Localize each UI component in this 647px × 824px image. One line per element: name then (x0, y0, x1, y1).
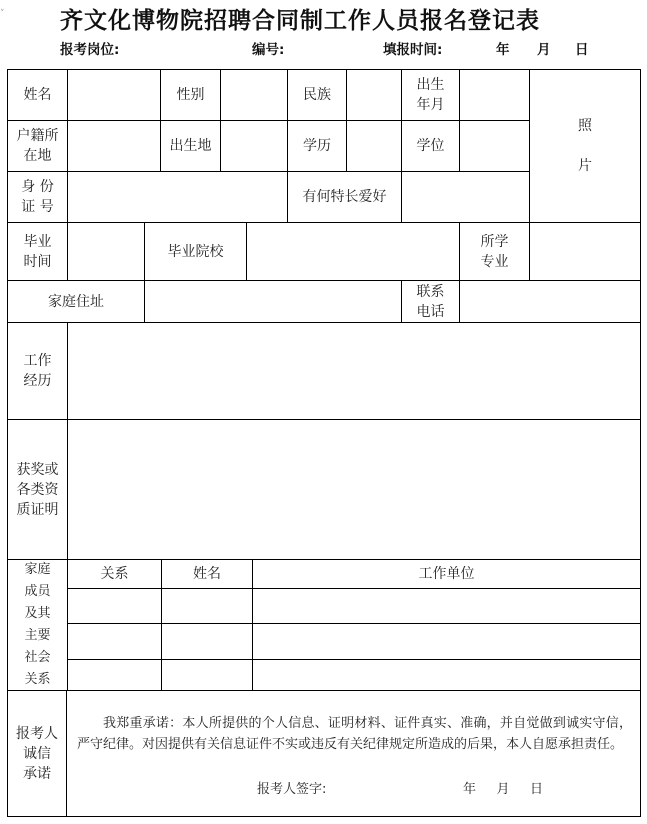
ethnicity-field[interactable] (346, 69, 402, 121)
family-relation-cell[interactable] (67, 623, 162, 660)
home-address-label: 家庭住址 (7, 280, 145, 323)
corner-mark: ˅ (0, 9, 5, 19)
birthplace-field[interactable] (220, 120, 288, 172)
family-workplace-cell[interactable] (252, 588, 641, 624)
position-label: 报考岗位: (60, 42, 120, 58)
graduation-time-label: 毕业 时间 (7, 222, 68, 281)
phone-label: 联系 电话 (401, 280, 460, 323)
hukou-field[interactable] (67, 120, 161, 172)
pledge-box (66, 690, 641, 817)
signature-date: 年 月 日 (463, 782, 544, 797)
family-name-cell[interactable] (161, 623, 253, 660)
fill-day-label: 日 (575, 42, 589, 58)
name-field[interactable] (67, 69, 161, 121)
family-col-name: 姓名 (161, 559, 253, 589)
work-history-field[interactable] (67, 322, 641, 420)
family-relation-cell[interactable] (67, 588, 162, 624)
home-address-field[interactable] (144, 280, 402, 323)
family-workplace-cell[interactable] (252, 659, 641, 691)
fill-month-label: 月 (537, 42, 551, 58)
pledge-text: 我郑重承诺：本人所提供的个人信息、证明材料、证件真实、准确，并自觉做到诚实守信，严守纪律。对因提供有关信息证件不实或违反有关纪律规定所造成的后果，本人自愿承担责任。 (77, 716, 632, 752)
birth-date-label: 出生 年月 (401, 69, 460, 121)
major-field[interactable] (529, 222, 641, 281)
family-workplace-cell[interactable] (252, 623, 641, 660)
photo-box[interactable]: 照 片 (529, 69, 641, 223)
family-name-cell[interactable] (161, 588, 253, 624)
form-title: 齐文化博物院招聘合同制工作人员报名登记表 (60, 7, 540, 34)
graduation-time-field[interactable] (67, 222, 145, 281)
family-label: 家庭 成员 及其 主要 社会 关系 (7, 559, 68, 691)
ethnicity-label: 民族 (287, 69, 347, 121)
education-label: 学历 (287, 120, 347, 172)
birth-date-field[interactable] (459, 69, 530, 121)
degree-field[interactable] (459, 120, 530, 172)
family-col-workplace: 工作单位 (252, 559, 641, 589)
phone-field[interactable] (459, 280, 641, 323)
degree-label: 学位 (401, 120, 460, 172)
family-relation-cell[interactable] (67, 659, 162, 691)
hukou-label: 户籍所 在地 (7, 120, 68, 172)
graduation-school-field[interactable] (246, 222, 460, 281)
id-number-field[interactable] (67, 171, 288, 223)
gender-label: 性别 (160, 69, 221, 121)
signature-label: 报考人签字: (257, 782, 327, 797)
family-name-cell[interactable] (161, 659, 253, 691)
fill-time-label: 填报时间: (383, 42, 443, 58)
integrity-label: 报考人 诚信 承诺 (7, 690, 67, 817)
education-field[interactable] (346, 120, 402, 172)
awards-field[interactable] (67, 419, 641, 560)
number-label: 编号: (252, 42, 285, 58)
hobbies-label: 有何特长爱好 (287, 171, 402, 223)
birthplace-label: 出生地 (160, 120, 221, 172)
name-label: 姓名 (7, 69, 68, 121)
major-label: 所学 专业 (459, 222, 530, 281)
family-col-relation: 关系 (67, 559, 162, 589)
fill-year-label: 年 (496, 42, 510, 58)
id-number-label: 身 份 证 号 (7, 171, 68, 223)
awards-label: 获奖或 各类资 质证明 (7, 419, 68, 560)
hobbies-field[interactable] (401, 171, 530, 223)
work-history-label: 工作 经历 (7, 322, 68, 420)
graduation-school-label: 毕业院校 (144, 222, 247, 281)
gender-field[interactable] (220, 69, 288, 121)
